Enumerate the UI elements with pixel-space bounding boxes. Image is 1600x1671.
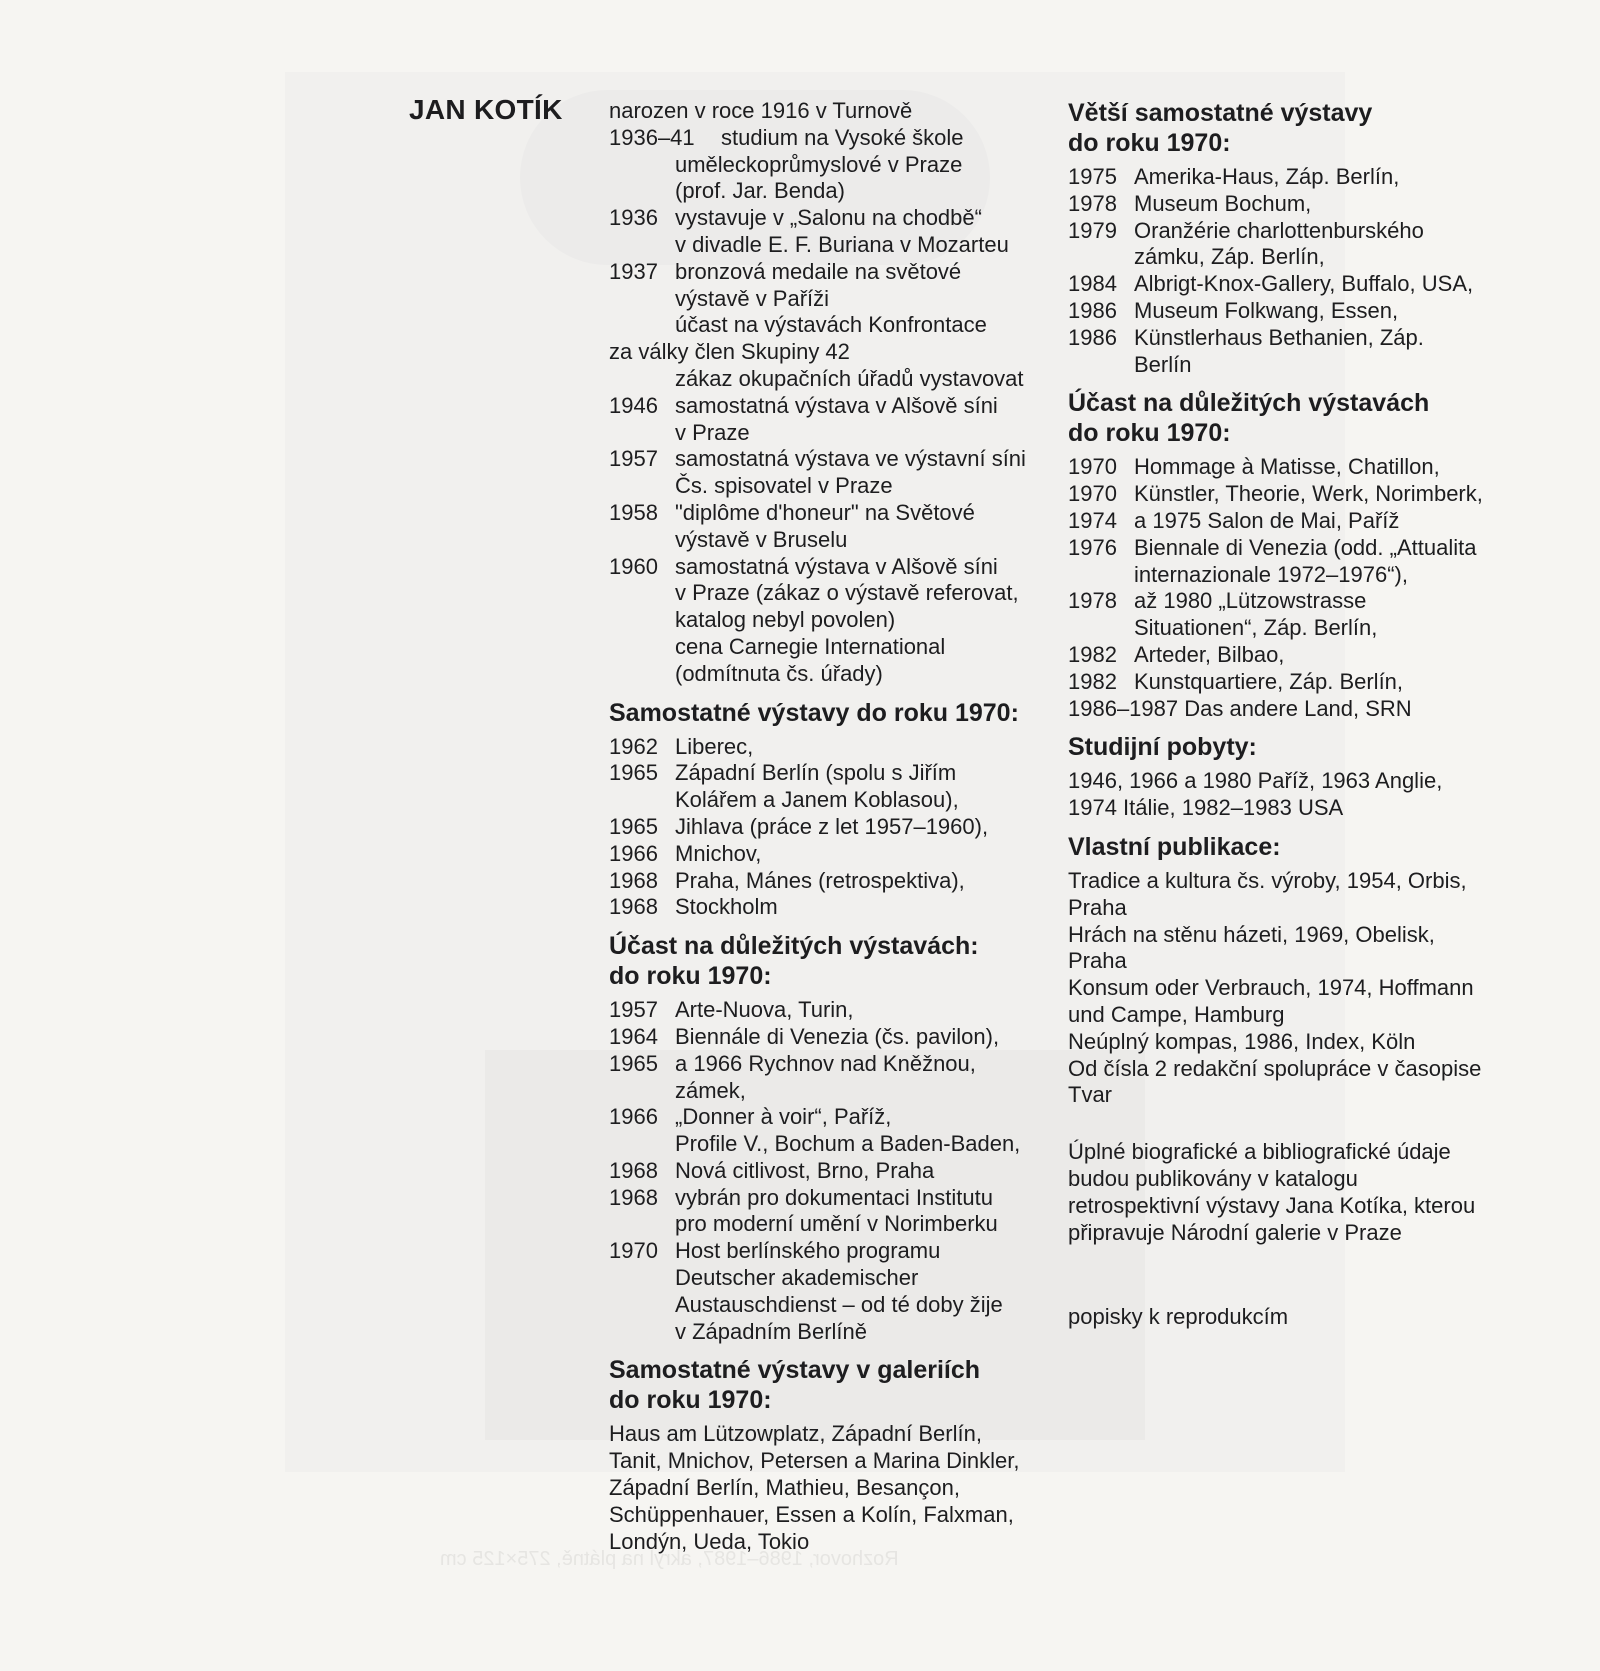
entry-year: 1957 xyxy=(609,997,658,1023)
heading-line: Účast na důležitých výstavách xyxy=(1068,389,1430,418)
entry-text: "diplôme d'honeur" na Světové xyxy=(675,499,975,525)
entry-text: Museum Bochum, xyxy=(1134,190,1312,216)
entry-text: Praha, Mánes (retrospektiva), xyxy=(675,867,965,893)
entry-year: 1937 xyxy=(609,258,658,284)
entry-line: 1986–1987 Das andere Land, SRN xyxy=(1068,695,1412,721)
entry-year: 1968 xyxy=(609,1157,658,1183)
participation-heading xyxy=(1068,388,1538,448)
entry-text: studium na Vysoké škole xyxy=(721,124,964,150)
entry-row xyxy=(609,997,1069,1024)
entry-text: Mnichov, xyxy=(675,840,762,866)
entry-year: 1966 xyxy=(609,1104,658,1130)
entry-row xyxy=(609,259,1069,286)
entry-text: Biennale di Venezia (odd. „Attualita xyxy=(1134,534,1477,560)
entry-year: 1964 xyxy=(609,1023,658,1049)
entry-text: a 1966 Rychnov nad Kněžnou, xyxy=(675,1050,976,1076)
entry-row xyxy=(609,760,1069,787)
heading-line: do roku 1970: xyxy=(609,962,772,991)
entry-text: samostatná výstava v Alšově síni xyxy=(675,392,998,418)
entry-year: 1936 xyxy=(609,205,658,231)
entry-year: 1970 xyxy=(1068,481,1117,507)
entry-line: narozen v roce 1916 v Turnově xyxy=(609,98,913,123)
entry-row xyxy=(1068,588,1538,615)
heading-line: Větší samostatné výstavy xyxy=(1068,99,1373,127)
entry-row xyxy=(609,446,1069,473)
study-stays-text xyxy=(1068,768,1538,822)
entry-row xyxy=(1068,535,1538,562)
entry-text: Kunstquartiere, Záp. Berlín, xyxy=(1134,668,1404,694)
major-exhibitions-heading xyxy=(1068,98,1538,158)
entry-row xyxy=(1068,454,1538,481)
text-line: budou publikovány v katalogu xyxy=(1068,1165,1358,1191)
text-line: Neúplný kompas, 1986, Index, Köln xyxy=(1068,1028,1416,1054)
entry-continuation: výstavě v Bruselu xyxy=(675,526,848,552)
entry-continuation: zámek, xyxy=(675,1077,746,1103)
entry-row xyxy=(609,841,1069,868)
entry-continuation: cena Carnegie International xyxy=(675,633,946,659)
reproductions-caption: popisky k reprodukcím xyxy=(1068,1304,1289,1330)
entry-year: 1982 xyxy=(1068,668,1117,694)
entry-row xyxy=(609,1024,1069,1051)
study-stays-heading xyxy=(1068,732,1538,762)
participation-list xyxy=(1068,454,1538,722)
bibliography-note xyxy=(1068,1139,1538,1246)
heading-line: do roku 1970: xyxy=(609,1386,772,1415)
entry-continuation: účast na výstavách Konfrontace xyxy=(675,312,987,338)
entry-continuation: zámku, Záp. Berlín, xyxy=(1134,244,1325,270)
entry-year: 1968 xyxy=(609,1184,658,1210)
entry-continuation: (prof. Jar. Benda) xyxy=(675,178,845,204)
heading-line: do roku 1970: xyxy=(1068,419,1231,448)
entry-text: Host berlínského programu xyxy=(675,1238,941,1264)
entry-row xyxy=(609,554,1069,581)
entry-text: Západní Berlín (spolu s Jiřím xyxy=(675,760,957,786)
text-line: 1946, 1966 a 1980 Paříž, 1963 Anglie, xyxy=(1068,768,1443,794)
entry-continuation: výstavě v Paříži xyxy=(675,285,830,311)
entry-text: Künstlerhaus Bethanien, Záp. xyxy=(1134,324,1424,350)
entry-continuation: Čs. spisovatel v Praze xyxy=(675,473,893,499)
heading-line: Samostatné výstavy do roku 1970: xyxy=(609,698,1019,727)
entry-year: 1974 xyxy=(1068,507,1117,533)
text-line: Tvar xyxy=(1068,1082,1112,1108)
entry-text: Museum Folkwang, Essen, xyxy=(1134,297,1399,323)
group-exhibitions-heading xyxy=(609,931,1069,991)
entry-text: Arteder, Bilbao, xyxy=(1134,641,1285,667)
entry-text: a 1975 Salon de Mai, Paříž xyxy=(1134,507,1400,533)
entry-text: Liberec, xyxy=(675,733,754,759)
group-exhibitions-list xyxy=(609,997,1069,1345)
entry-text: Nová citlivost, Brno, Praha xyxy=(675,1157,935,1183)
entry-year: 1965 xyxy=(609,760,658,786)
entry-row xyxy=(1068,218,1538,245)
entry-year: 1986 xyxy=(1068,297,1117,323)
entry-row xyxy=(609,868,1069,895)
entry-continuation: v Praze (zákaz o výstavě referovat, xyxy=(675,580,1019,606)
solo-exhibitions-list xyxy=(609,734,1069,922)
entry-text: Biennále di Venezia (čs. pavilon), xyxy=(675,1023,1000,1049)
entry-continuation: katalog nebyl povolen) xyxy=(675,607,896,633)
major-exhibitions-list xyxy=(1068,164,1538,378)
text-line: Tradice a kultura čs. výroby, 1954, Orbis, xyxy=(1068,867,1467,893)
text-line: Hrách na stěnu házeti, 1969, Obelisk, xyxy=(1068,921,1435,947)
text-line: Londýn, Ueda, Tokio xyxy=(609,1528,810,1554)
entry-text: Künstler, Theorie, Werk, Norimberk, xyxy=(1134,481,1483,507)
entry-year: 1960 xyxy=(609,553,658,579)
entry-row xyxy=(609,734,1069,761)
left-column xyxy=(609,98,1069,1555)
entry-year: 1986 xyxy=(1068,324,1117,350)
gallery-exhibitions-heading xyxy=(609,1355,1069,1415)
text-line: Praha xyxy=(1068,894,1127,920)
entry-text: Jihlava (práce z let 1957–1960), xyxy=(675,813,989,839)
entry-continuation: uměleckoprůmyslové v Praze xyxy=(675,151,963,177)
text-line: Haus am Lützowplatz, Západní Berlín, xyxy=(609,1421,982,1447)
artist-name: JAN KOTÍK xyxy=(409,94,563,125)
entry-text: Hommage à Matisse, Chatillon, xyxy=(1134,454,1440,480)
text-line: 1974 Itálie, 1982–1983 USA xyxy=(1068,795,1344,821)
entry-year: 1975 xyxy=(1068,164,1117,189)
solo-exhibitions-heading xyxy=(609,698,1069,728)
entry-text: samostatná výstava ve výstavní síni xyxy=(675,446,1026,472)
entry-continuation: Kolářem a Janem Koblasou), xyxy=(675,787,959,813)
publications-heading xyxy=(1068,832,1538,862)
entry-row xyxy=(609,125,1069,152)
entry-row xyxy=(609,500,1069,527)
entry-year: 1968 xyxy=(609,894,658,920)
heading-line: Účast na důležitých výstavách: xyxy=(609,932,979,961)
text-line: Praha xyxy=(1068,948,1127,974)
entry-continuation: v divadle E. F. Buriana v Mozarteu xyxy=(675,231,1009,257)
entry-continuation: zákaz okupačních úřadů vystavovat xyxy=(675,365,1024,391)
entry-text: Stockholm xyxy=(675,894,778,920)
entry-row xyxy=(1068,298,1538,325)
entry-row xyxy=(609,205,1069,232)
entry-year: 1968 xyxy=(609,867,658,893)
text-line: und Campe, Hamburg xyxy=(1068,1001,1285,1027)
entry-continuation: v Praze xyxy=(675,419,750,445)
text-line: Od čísla 2 redakční spolupráce v časopise xyxy=(1068,1055,1482,1081)
entry-year: 1962 xyxy=(609,733,658,759)
entry-year: 1984 xyxy=(1068,271,1117,297)
entry-continuation: Deutscher akademischer xyxy=(675,1265,919,1291)
entry-row xyxy=(1068,642,1538,669)
entry-text: až 1980 „Lützowstrasse xyxy=(1134,588,1367,614)
entry-row xyxy=(609,1185,1069,1212)
entry-continuation: (odmítnuta čs. úřady) xyxy=(675,660,883,686)
entry-row xyxy=(609,1104,1069,1131)
entry-continuation: pro moderní umění v Norimberku xyxy=(675,1211,998,1237)
entry-row xyxy=(1068,508,1538,535)
entry-continuation: Profile V., Bochum a Baden-Baden, xyxy=(675,1131,1021,1157)
entry-row xyxy=(609,1051,1069,1078)
heading-line: Vlastní publikace: xyxy=(1068,832,1281,861)
entry-text: vybrán pro dokumentaci Institutu xyxy=(675,1184,993,1210)
entry-year: 1936–41 xyxy=(609,124,695,150)
entry-row xyxy=(1068,325,1538,352)
right-column xyxy=(1068,98,1538,1331)
entry-line: za války člen Skupiny 42 xyxy=(609,339,850,365)
entry-text: Albrigt-Knox-Gallery, Buffalo, USA, xyxy=(1134,271,1474,297)
entry-row xyxy=(609,814,1069,841)
text-line: Konsum oder Verbrauch, 1974, Hoffmann xyxy=(1068,975,1474,1001)
entry-row xyxy=(1068,191,1538,218)
entry-row xyxy=(1068,669,1538,696)
entry-continuation: internazionale 1972–1976“), xyxy=(1134,561,1408,587)
entry-row xyxy=(1068,481,1538,508)
entry-row xyxy=(1068,164,1538,191)
entry-year: 1965 xyxy=(609,1050,658,1076)
biography-list xyxy=(609,98,1069,688)
entry-row xyxy=(609,1238,1069,1265)
text-line: retrospektivní výstavy Jana Kotíka, kterou xyxy=(1068,1192,1476,1218)
entry-text: „Donner à voir“, Paříž, xyxy=(675,1104,892,1130)
entry-row xyxy=(1068,271,1538,298)
entry-text: Arte-Nuova, Turin, xyxy=(675,997,854,1023)
entry-text: bronzová medaile na světové xyxy=(675,258,962,284)
entry-continuation: v Západním Berlíně xyxy=(675,1318,867,1344)
entry-year: 1970 xyxy=(1068,454,1117,480)
entry-year: 1957 xyxy=(609,446,658,472)
entry-year: 1965 xyxy=(609,813,658,839)
entry-year: 1966 xyxy=(609,840,658,866)
entry-year: 1978 xyxy=(1068,190,1117,216)
show-through-text: Rozhovor, 1986–1987, akryl na plátně, 275×125 cm xyxy=(440,1548,899,1570)
entry-year: 1982 xyxy=(1068,641,1117,667)
gallery-exhibitions-text xyxy=(609,1421,1069,1555)
entry-row xyxy=(609,393,1069,420)
entry-text: vystavuje v „Salonu na chodbě“ xyxy=(675,205,982,231)
entry-text: samostatná výstava v Alšově síni xyxy=(675,553,998,579)
text-line: Západní Berlín, Mathieu, Besançon, xyxy=(609,1475,960,1501)
heading-line: do roku 1970: xyxy=(1068,129,1231,157)
heading-line: Studijní pobyty: xyxy=(1068,733,1257,762)
text-line: Schüppenhauer, Essen a Kolín, Falxman, xyxy=(609,1501,1014,1527)
entry-continuation: Situationen“, Záp. Berlín, xyxy=(1134,615,1378,641)
publications-text xyxy=(1068,868,1538,1109)
entry-year: 1978 xyxy=(1068,588,1117,614)
text-line: Tanit, Mnichov, Petersen a Marina Dinkler, xyxy=(609,1448,1020,1474)
entry-year: 1976 xyxy=(1068,534,1117,560)
text-line: připravuje Národní galerie v Praze xyxy=(1068,1219,1402,1245)
text-line: Úplné biografické a bibliografické údaje xyxy=(1068,1139,1451,1165)
entry-text: Amerika-Haus, Záp. Berlín, xyxy=(1134,164,1400,189)
entry-row xyxy=(609,1158,1069,1185)
entry-continuation: Austauschdienst – od té doby žije xyxy=(675,1291,1003,1317)
entry-year: 1970 xyxy=(609,1238,658,1264)
entry-text: Oranžérie charlottenburského xyxy=(1134,217,1424,243)
entry-continuation: Berlín xyxy=(1134,351,1192,377)
entry-year: 1958 xyxy=(609,499,658,525)
entry-year: 1979 xyxy=(1068,217,1117,243)
entry-row xyxy=(609,894,1069,921)
entry-year: 1946 xyxy=(609,392,658,418)
heading-line: Samostatné výstavy v galeriích xyxy=(609,1356,981,1385)
